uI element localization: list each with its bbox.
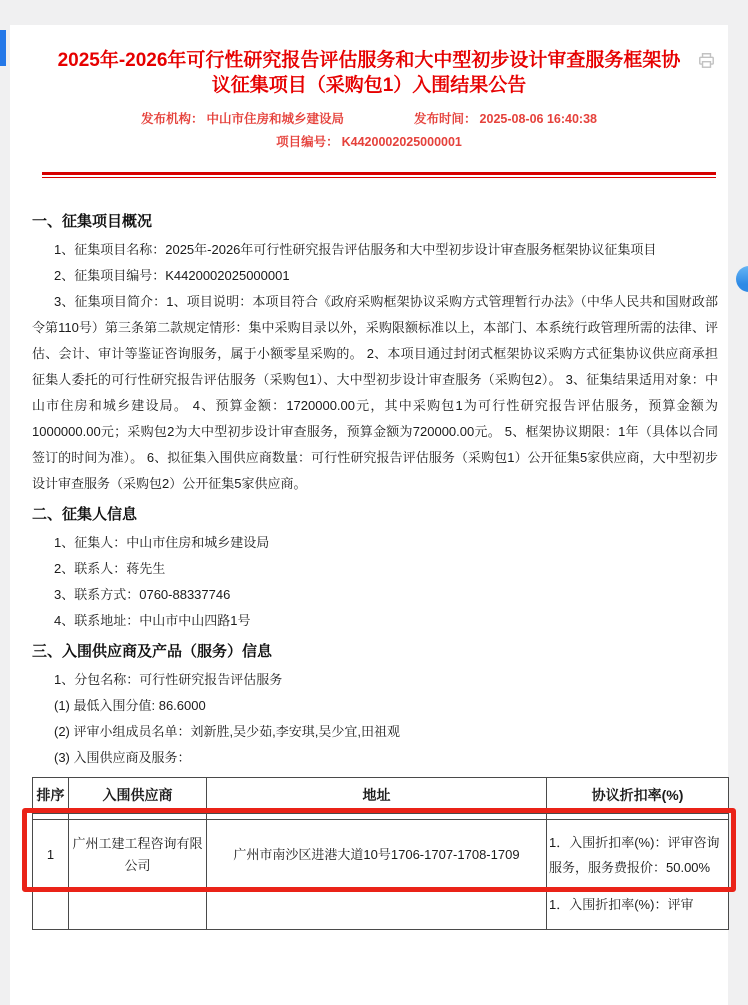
section2-item-solicitor: 1、征集人：中山市住房和城乡建设局 [54,535,270,550]
col-header-supplier: 入围供应商 [69,778,207,814]
col-header-discount: 协议折扣率(%) [547,778,729,814]
table-header-row [33,778,729,814]
announcement-body [10,212,728,930]
floating-side-button[interactable] [736,266,748,292]
publish-time-value: 2025-08-06 16:40:38 [479,112,597,126]
suppliers-table [32,777,729,930]
cell-address: 广州市南沙区进港大道10号1706-1707-1708-1709 [207,820,547,890]
table-row-1 [33,820,729,890]
col-header-rank: 排序 [33,778,69,814]
cell-discount: 1．入围折扣率(%)：评审 [547,890,729,930]
cell-rank [33,890,69,930]
section2-item-contact-person: 2、联系人：蒋先生 [54,561,166,576]
meta-line-publisher [10,111,728,127]
cell-discount: 1．入围折扣率(%)：评审咨询服务，服务费报价：50.00% [547,820,729,890]
section3-heading: 三、入围供应商及产品（服务）信息 [32,643,273,660]
section3-item-suppliers-label: (3) 入围供应商及服务： [54,750,191,765]
printer-icon[interactable] [697,51,716,70]
section1-item-project-brief: 3、征集项目简介：1、项目说明：本项目符合《政府采购框架协议采购方式管理暂行办法》（中华人民共和国财政部令第110号）第三条第二款规定情形：集中采购目录以外，采购限额标准以上，本部门、本系统行政管理所需的法律、评估、会计、审计等鉴证咨询服务，属于小额零星采购的。 2、本项目通过封闭式框架协议采购方式征集协议供应商承担征集人委托的可行性研究报告评估服务（采购包1）、大中型初步设计审查服务（采购包2）。 3、征集结果适用对象：中山市住房和城乡建设局。 4、预算金额：1720000.00元，其中采购包1为可行性研究报告评估服务，预算金额为1000000.00元；采购包2为大中型初步设计审查服务，预算金额为720000.00元。 5、框架协议期限：1年（具体以合同签订的时间为准）。 6、拟征集入围供应商数量：可行性研究报告评估服务（采购包1）公开征集5家供应商，大中型初步设计审查服务（采购包2）公开征集5家供应商。 [32,294,718,491]
project-no-value: K4420002025000001 [341,135,462,149]
publisher-value: 中山市住房和城乡建设局 [206,112,345,126]
section3-item-package-name: 1、分包名称：可行性研究报告评估服务 [54,672,283,687]
section3-item-review-panel: (2) 评审小组成员名单：刘新胜,吴少茹,李安琪,吴少宜,田祖观 [54,724,400,739]
section2-heading: 二、征集人信息 [32,506,138,523]
cell-address [207,890,547,930]
cell-supplier: 广州工建工程咨询有限公司 [69,820,207,890]
publish-time-label: 发布时间： [414,112,477,126]
section1-item-project-name: 1、征集项目名称：2025年-2026年可行性研究报告评估服务和大中型初步设计审查服务框架协议征集项目 [54,242,657,257]
publisher-label: 发布机构： [141,112,204,126]
meta-line-project-no [10,134,728,150]
meta-info [10,111,728,150]
red-divider [42,172,716,178]
section2-item-contact-phone: 3、联系方式：0760-88337746 [54,587,231,602]
project-no-label: 项目编号： [276,135,339,149]
col-header-address: 地址 [207,778,547,814]
cell-rank: 1 [33,820,69,890]
section1-heading: 一、征集项目概况 [32,213,153,230]
left-edge-tab[interactable] [0,30,6,66]
suppliers-table-wrap [32,777,728,930]
announcement-card [10,25,728,1005]
section2-item-contact-address: 4、联系地址：中山市中山四路1号 [54,613,251,628]
publish-time [414,111,597,127]
page-title: 2025年-2026年可行性研究报告评估服务和大中型初步设计审查服务框架协议征集项目（采购包1）入围结果公告 [57,50,681,96]
cell-supplier [69,890,207,930]
publisher [141,111,344,127]
section3-item-min-score: (1) 最低入围分值: 86.6000 [54,698,206,713]
table-row-2 [33,890,729,930]
section1-item-project-no: 2、征集项目编号：K4420002025000001 [54,268,290,283]
